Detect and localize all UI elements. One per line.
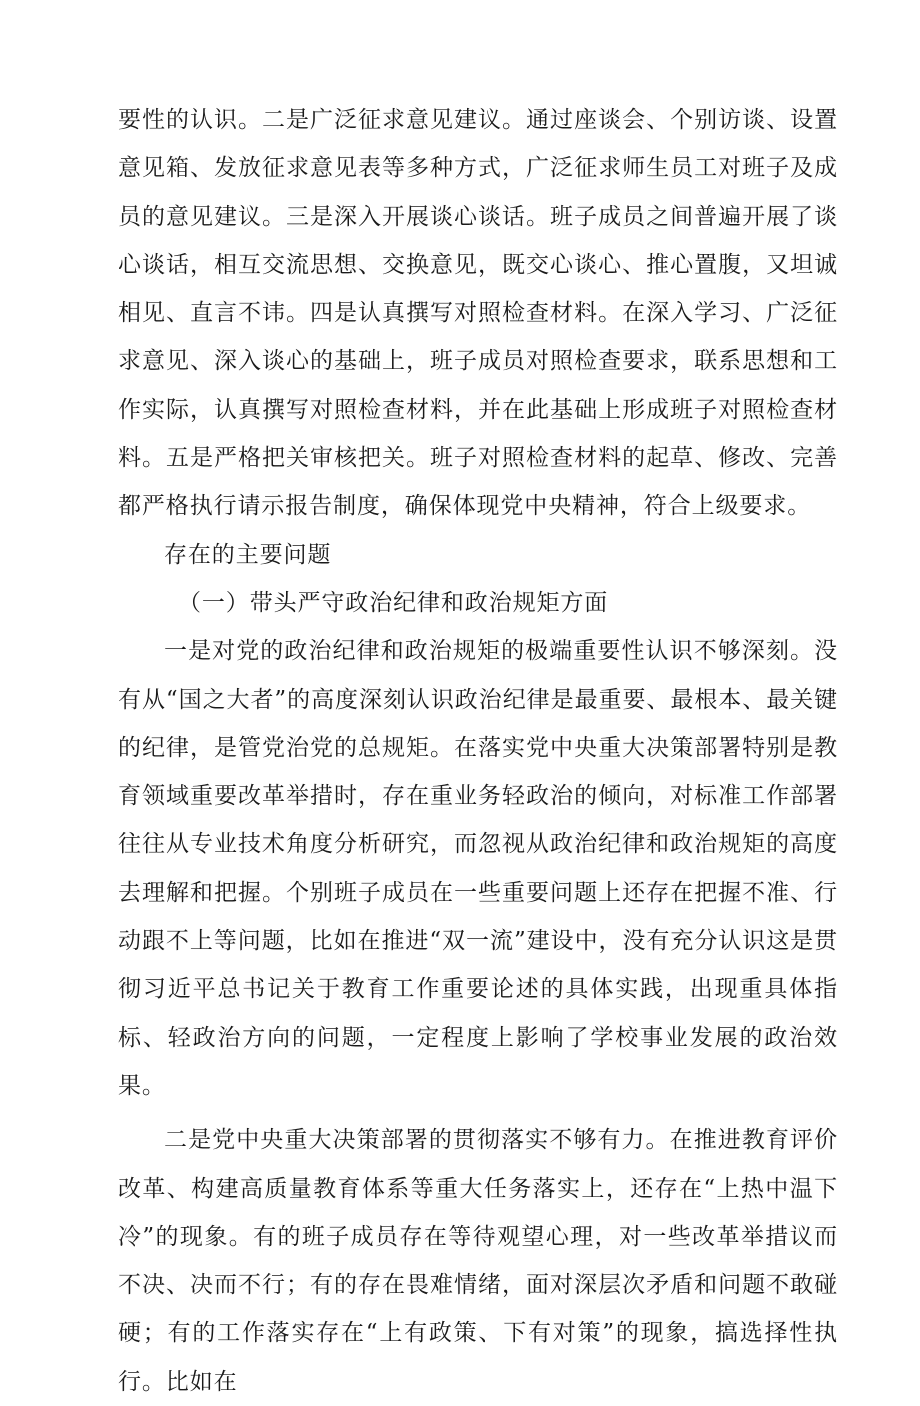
paragraph-point-one: 一是对党的政治纪律和政治规矩的极端重要性认识不够深刻。没有从“国之大者”的高度深刻认识政治纪律是最重要、最根本、最关键的纪律，是管党治党的总规矩。在落实党中央重大决策部署特别是教育领域重要改革举措时，存在重业务轻政治的倾向，对标准工作部署往往从专业技术角度分析研究，而忽视从政治纪律和政治规矩的高度去理解和把握。个别班子成员在一些重要问题上还存在把握不准、行动跟不上等问题，比如在推进“双一流”建设中，没有充分认识这是贯彻习近平总书记关于教育工作重要论述的具体实践，出现重具体指标、轻政治方向的问题，一定程度上影响了学校事业发展的政治效果。	[118, 638, 838, 1099]
subsection-heading: （一）带头严守政治纪律和政治规矩方面	[178, 589, 609, 616]
paragraph-continuation: 要性的认识。二是广泛征求意见建议。通过座谈会、个别访谈、设置意见箱、发放征求意见表等多种方式，广泛征求师生员工对班子及成员的意见建议。三是深入开展谈心谈话。班子成员之间普遍开展了谈心谈话，相互交流思想、交换意见，既交心谈心、推心置腹，又坦诚相见、直言不讳。四是认真撰写对照检查材料。在深入学习、广泛征求意见、深入谈心的基础上，班子成员对照检查要求，联系思想和工作实际，认真撰写对照检查材料，并在此基础上形成班子对照检查材料。五是严格把关审核把关。班子对照检查材料的起草、修改、完善都严格执行请示报告制度，确保体现党中央精神，符合上级要求。	[118, 107, 838, 520]
section-heading: 存在的主要问题	[164, 541, 332, 568]
paragraph-point-two: 二是党中央重大决策部署的贯彻落实不够有力。在推进教育评价改革、构建高质量教育体系等重大任务落实上，还存在“上热中温下冷”的现象。有的班子成员存在等待观望心理，对一些改革举措议而不决、决而不行；有的存在畏难情绪，面对深层次矛盾和问题不敢碰硬；有的工作落实存在“上有政策、下有对策”的现象，搞选择性执行。比如在	[118, 1127, 838, 1395]
document-body	[118, 96, 838, 1406]
